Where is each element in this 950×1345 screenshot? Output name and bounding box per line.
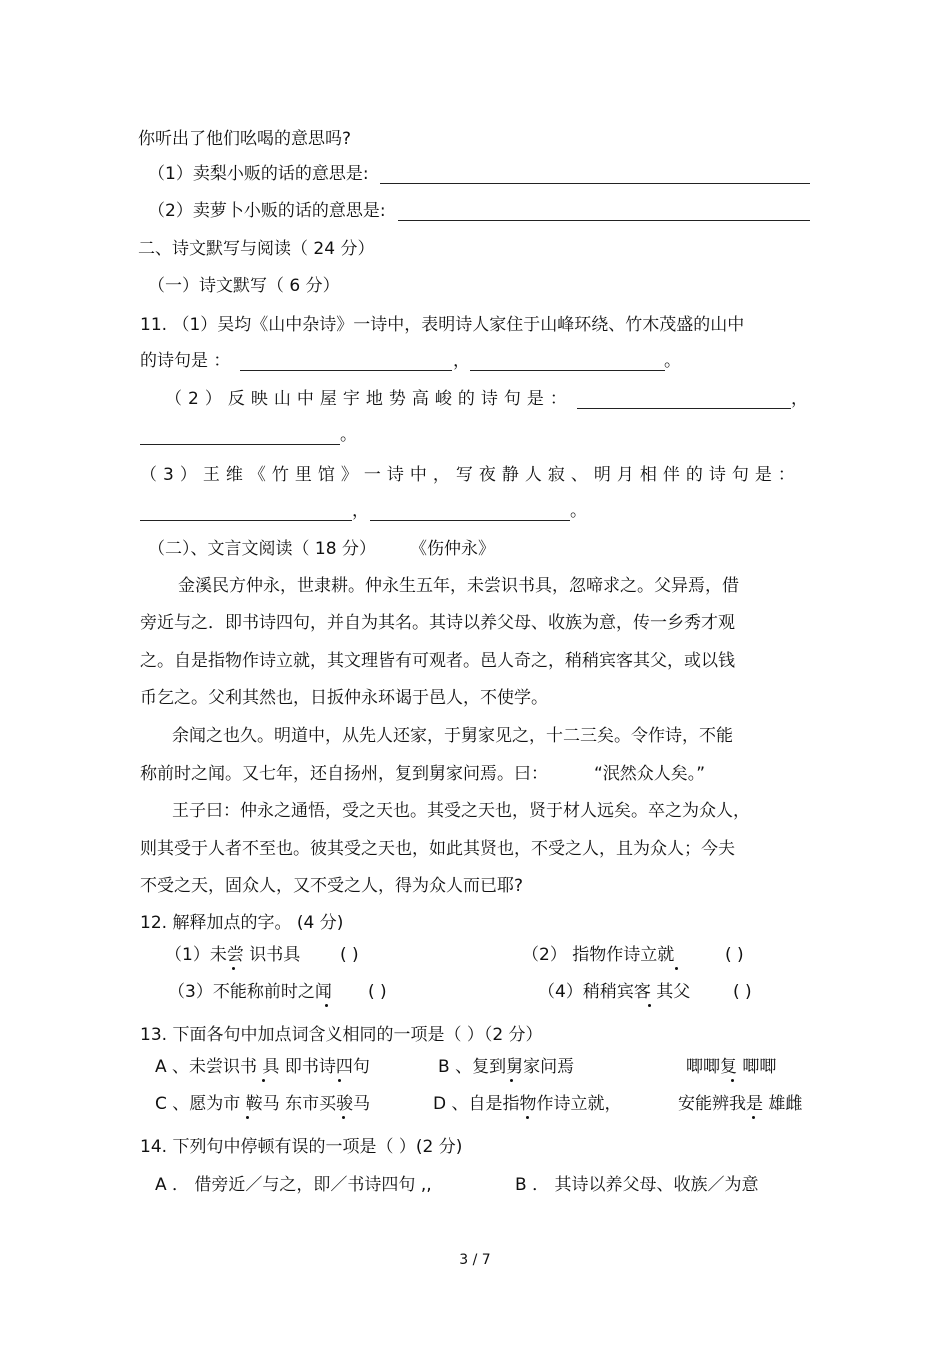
period: 。 (340, 425, 357, 445)
paragraph-quote: “泯然众人矣。” (594, 764, 706, 784)
section-2-1-heading: （一）诗文默写（ 6 分） (148, 276, 340, 296)
question-14: 14. 下列句中停顿有误的一项是（ ）(2 分) (140, 1137, 463, 1157)
question-12-item: （3）不能称前时之闻 (168, 982, 332, 1002)
paragraph-line: 之。自是指物作诗立就，其文理皆有可观者。邑人奇之，稍稍宾客其父，或以钱 (140, 651, 735, 671)
emphasis-dot (752, 1116, 755, 1119)
question-12: 12. 解释加点的字。 (4 分) (140, 913, 344, 933)
question-1-label: （1）卖梨小贩的话的意思是: (148, 164, 369, 184)
question-2-label: （2）卖萝卜小贩的话的意思是: (148, 201, 386, 221)
page-number: 3 / 7 (459, 1252, 491, 1268)
option-c[interactable]: C 、愿为市 鞍马 东市买骏马 (155, 1094, 371, 1114)
section-2-2-heading: （二）、文言文阅读（ 18 分） (148, 539, 376, 559)
answer-blank-2[interactable] (398, 202, 810, 221)
answer-blank-11-1a[interactable] (240, 352, 452, 371)
answer-paren[interactable]: ( ) (340, 945, 359, 965)
option-d-second: 安能辨我是 雄雌 (678, 1094, 803, 1114)
paragraph-line: 则其受于人者不至也。彼其受之天也，如此其贤也，不受之人，且为众人；今夫 (140, 839, 735, 859)
comma: ， (453, 351, 470, 371)
paragraph-line: 王子曰：仲永之通悟，受之天也。其受之天也，贤于材人远矣。卒之为众人， (172, 801, 750, 821)
question-11-1-cont: 的诗句是 ： (140, 351, 231, 371)
emphasis-dot (325, 1004, 328, 1007)
paragraph-line: 不受之天，固众人，又不受之人，得为众人而已耶? (140, 876, 524, 896)
question-12-item: （1）未尝 识书具 (165, 945, 301, 965)
answer-paren[interactable]: ( ) (725, 945, 744, 965)
emphasis-dot (246, 1116, 249, 1119)
option-b-second: 唧唧复 唧唧 (686, 1057, 777, 1077)
section-2-heading: 二、诗文默写与阅读（ 24 分） (138, 239, 375, 259)
option-b[interactable]: B 、复到舅家问焉 (438, 1057, 575, 1077)
option-d[interactable]: D 、自是指物作诗立就， (433, 1094, 622, 1114)
period: 。 (664, 351, 681, 371)
answer-blank-1[interactable] (380, 165, 810, 184)
paragraph-line: 称前时之闻。又七年，还自扬州，复到舅家问焉。曰： (140, 764, 548, 784)
option-b[interactable]: B ． 其诗以养父母、收族／为意 (515, 1175, 759, 1195)
option-a[interactable]: A 、未尝识书 具 即书诗四句 (155, 1057, 370, 1077)
paragraph-line: 币乞之。父利其然也，日扳仲永环谒于邑人，不使学。 (140, 688, 548, 708)
emphasis-dot (526, 1116, 529, 1119)
answer-blank-11-2b[interactable] (140, 426, 340, 445)
paragraph-line: 旁近与之．即书诗四句，并自为其名。其诗以养父母、收族为意，传一乡秀才观 (140, 613, 735, 633)
paragraph-line: 余闻之也久。明道中，从先人还家，于舅家见之，十二三矣。令作诗，不能 (172, 726, 733, 746)
paragraph-line: 金溪民方仲永，世隶耕。仲永生五年，未尝识书具，忽啼求之。父异焉，借 (178, 576, 739, 596)
emphasis-dot (232, 967, 235, 970)
emphasis-dot (510, 1079, 513, 1082)
question-11-3: （3）王维《竹里馆》一诗中，写夜静人寂、明月相伴的诗句是： (140, 465, 801, 485)
period: 。 (570, 501, 587, 521)
emphasis-dot (648, 1004, 651, 1007)
emphasis-dot (675, 967, 678, 970)
emphasis-dot (262, 1079, 265, 1082)
answer-paren[interactable]: ( ) (368, 982, 387, 1002)
emphasis-dot (338, 1079, 341, 1082)
comma: ， (791, 389, 808, 409)
question-11-1: 11. （1）吴均《山中杂诗》一诗中，表明诗人家住于山峰环绕、竹木茂盛的山中 (140, 315, 745, 335)
question-12-item: （4）稍稍宾客 其父 (538, 982, 691, 1002)
answer-blank-11-2a[interactable] (577, 390, 791, 409)
text-title: 《伤仲永》 (410, 539, 495, 559)
option-a[interactable]: A ． 借旁近／与之，即／书诗四句 ,, (155, 1175, 432, 1195)
answer-blank-11-3b[interactable] (370, 502, 570, 521)
question-intro: 你听出了他们吆喝的意思吗? (138, 129, 352, 149)
question-11-2: （2）反映山中屋宇地势高峻的诗句是： (165, 389, 573, 409)
emphasis-dot (731, 1079, 734, 1082)
emphasis-dot (342, 1116, 345, 1119)
answer-blank-11-3a[interactable] (140, 502, 352, 521)
answer-blank-11-1b[interactable] (470, 352, 665, 371)
comma: ， (352, 501, 369, 521)
question-13: 13. 下面各句中加点词含义相同的一项是（ ）（2 分） (140, 1025, 543, 1045)
question-12-item: （2） 指物作诗立就 (522, 945, 675, 965)
answer-paren[interactable]: ( ) (733, 982, 752, 1002)
